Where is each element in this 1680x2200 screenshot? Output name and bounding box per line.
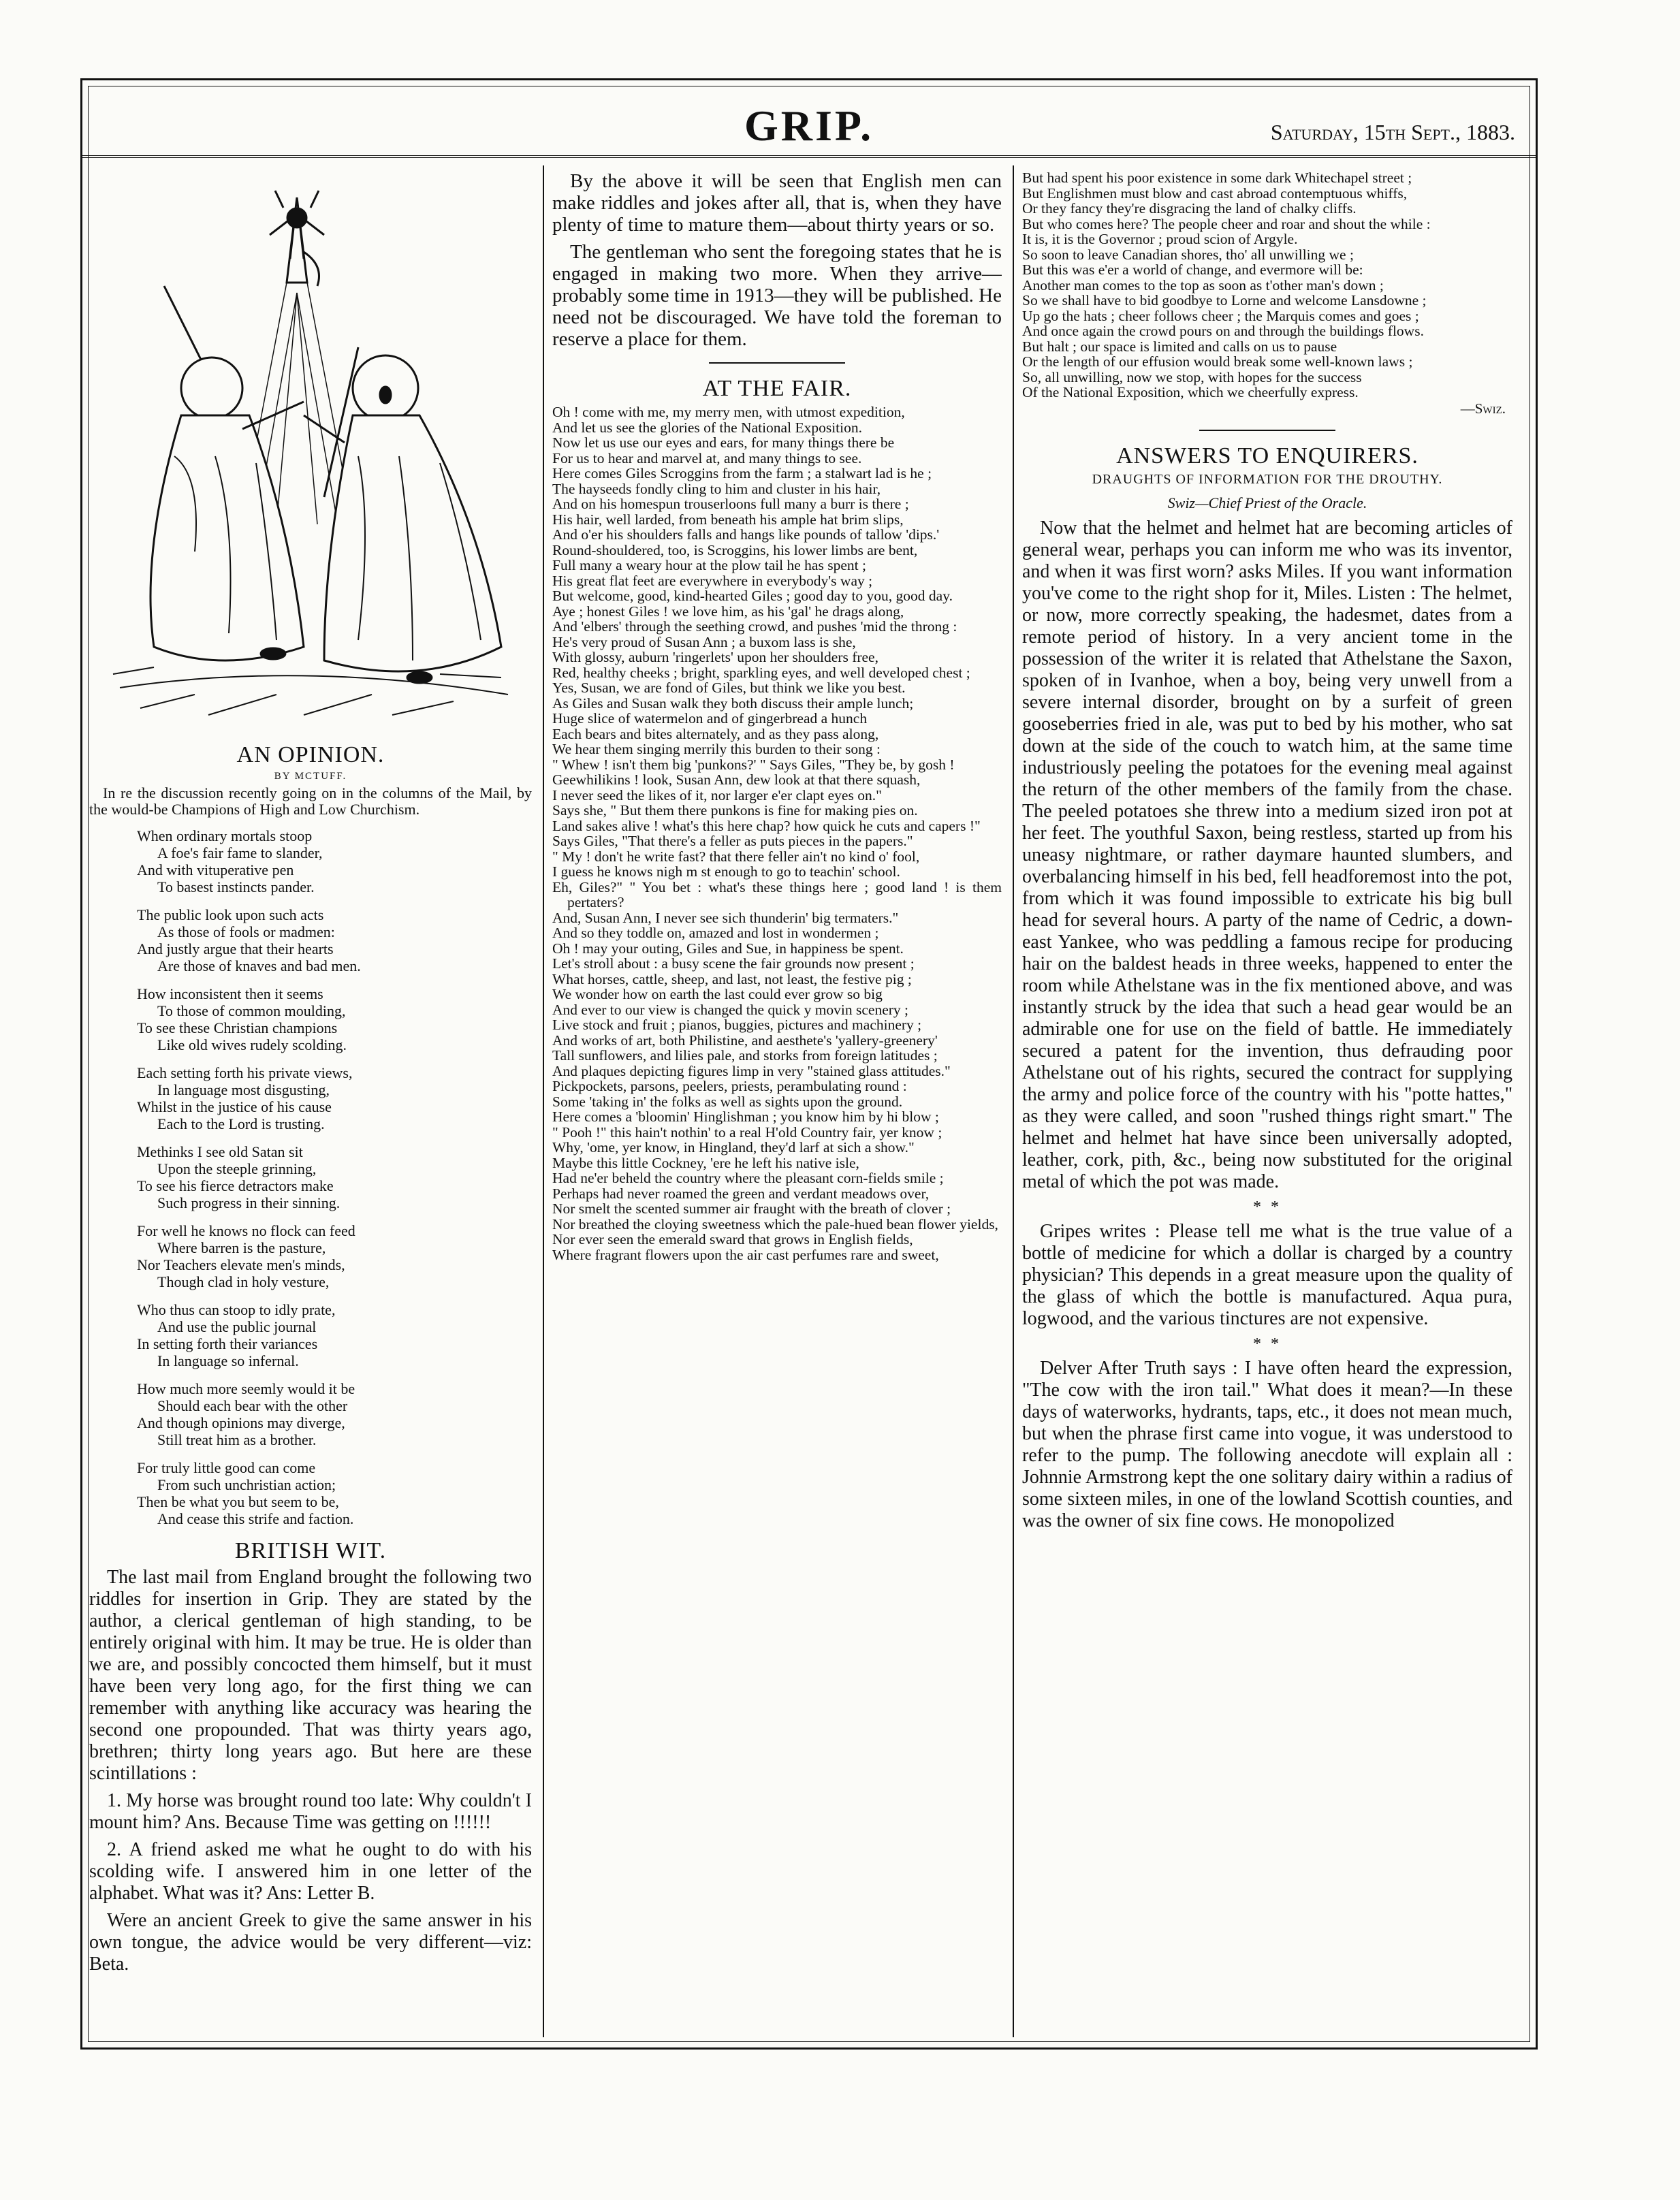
section-divider-2 [1199,430,1335,431]
poem-line: Though clad in holy vesture, [157,1273,330,1290]
poem-stanza [137,906,532,974]
poem-line: In language so infernal. [157,1352,299,1369]
poem-line: How inconsistent then it seems [137,985,323,1002]
verse-line: Perhaps had never roamed the green and verdant meadows over, [552,1185,930,1202]
verse-line: Says Giles, "That there's a feller as puts pieces in the papers." [552,833,913,849]
verse-line: " Pooh !" this hain't nothin' to a real H'old Country fair, yer know ; [552,1123,942,1141]
masthead [82,80,1536,158]
verse-line: Oh ! come with me, my merry men, with utmost expedition, [552,404,905,420]
verse-line: And 'elbers' through the seething crowd, and pushes 'mid the throng : [552,618,957,635]
verse-line: His hair, well larded, from beneath his ample hat brim slips, [552,511,904,528]
verse-line: Nor smelt the scented summer air fraught with the breath of clover ; [552,1200,951,1217]
poem-stanza [137,1301,532,1369]
verse-line: I never seed the likes of it, nor larger e'er clapt eyes on." [552,786,882,803]
poem-line: As those of fools or madmen: [157,923,335,940]
verse-line: And, Susan Ann, I never see sich thunderin' big termaters." [552,909,899,926]
verse-line: The hayseeds fondly cling to him and cluster in his hair, [552,480,881,497]
poem-line: And justly argue that their hearts [137,940,334,957]
poem-line: Where barren is the pasture, [157,1239,326,1256]
poem-line: For well he knows no flock can feed [137,1222,355,1239]
poem-stanza [137,1380,532,1448]
riddle-commentary-2: The gentleman who sent the foregoing states that he is engaged in making two more. When they arrive—probably some time in 1913—they will be published. He need not be discouraged. We have told the foreman to reserve a place for them. [552,241,1002,350]
verse-line: Nor breathed the cloying sweetness which the pale-hued bean flower yields, [552,1215,998,1232]
poem-title: AN OPINION. [236,742,385,767]
poem-line: Are those of knaves and bad men. [157,957,361,974]
poem-line: Each setting forth his private views, [137,1064,353,1081]
column-1 [89,170,532,2034]
fair-poem-title: AT THE FAIR. [702,376,852,401]
verse-line: Up go the hats ; cheer follows cheer ; the Marquis comes and goes ; [1022,307,1419,324]
verse-line: Each bears and bites alternately, and as they pass along, [552,725,879,742]
column-rule-2 [1013,165,1014,2037]
verse-line: " My ! don't he write fast? that there feller ain't no kind o' fool, [552,848,920,865]
verse-line: He's very proud of Susan Ann ; a buxom lass is she, [552,633,856,650]
verse-line: Full many a weary hour at the plow tail he has spent ; [552,557,866,573]
verse-line: Red, healthy cheeks ; bright, sparkling eyes, and well developed chest ; [552,664,970,681]
answers-title: ANSWERS TO ENQUIRERS. [1116,443,1419,468]
poem-line: A foe's fair fame to slander, [157,844,323,861]
poem-stanza [137,1459,532,1527]
british-wit-closing: Were an ancient Greek to give the same answer in his own tongue, the advice would be very different—viz: Beta. [89,1910,532,1975]
verse-line: It is, it is the Governor ; proud scion of Argyle. [1022,231,1298,247]
poem-line: To see his fierce detractors make [137,1177,334,1194]
poem-stanza [137,1222,532,1290]
column-rule-1 [543,165,544,2037]
poem-line: Then be what you but seem to be, [137,1493,339,1510]
verse-line: So, all unwilling, now we stop, with hopes for the success [1022,368,1362,385]
verse-line: Of the National Exposition, which we cheerfully express. [1022,384,1359,400]
poem-line: And use the public journal [157,1318,317,1335]
poem-line: In language most disgusting, [157,1081,330,1098]
verse-line: But halt ; our space is limited and calls on us to pause [1022,338,1337,355]
poem-stanzas [89,827,532,1527]
poem-stanza [137,1064,532,1132]
verse-line: And on his homespun trouserloons full many a burr is there ; [552,496,909,512]
poem-line: For truly little good can come [137,1459,316,1476]
verse-line: Another man comes to the top as soon as t'other man's down ; [1022,276,1384,293]
verse-line: Some 'taking in' the folks as well as sights upon the ground. [552,1093,903,1110]
verse-line: Land sakes alive ! what's this here chap? how quick he cuts and capers !" [552,817,981,834]
answer-gripes: Gripes writes : Please tell me what is the true value of a bottle of medicine for which a dollar is charged by a country physician? This depends in a great measure upon the quality of the glass of which the bottle is manufactured. Aqua pura, logwood, and the various tinctures are not expensive. [1022,1220,1512,1329]
poem-line: The public look upon such acts [137,906,324,923]
verse-line: Pickpockets, parsons, peelers, priests, perambulating round : [552,1078,907,1094]
issue-date: Saturday, 15th Sept., 1883. [1270,120,1515,144]
poem-line: Who thus can stoop to idly prate, [137,1301,336,1318]
verse-line: And works of art, both Philistine, and aesthete's 'yallery-greenery' [552,1032,938,1049]
verse-line: And let us see the glories of the National Exposition. [552,419,862,436]
verse-line: Here comes Giles Scroggins from the farm ; a stalwart lad is he ; [552,465,932,481]
verse-line: And o'er his shoulders falls and hangs like pounds of tallow 'dips.' [552,526,940,543]
verse-line: Eh, Giles?" " You bet : what's these things here ; good land ! is them pertaters? [552,878,1002,910]
poem-line: In setting forth their variances [137,1335,318,1352]
verse-line: With glossy, auburn 'ringerlets' upon her shoulders free, [552,649,878,665]
poem-line: Upon the steeple grinning, [157,1160,317,1177]
poem-line: To those of common moulding, [157,1002,346,1019]
poem-signature: —Swiz. [1460,400,1506,417]
poem-stanza [137,1143,532,1211]
verse-line: Nor ever seen the emerald sward that grows in English fields, [552,1231,913,1247]
riddle-2: 2. A friend asked me what he ought to do with his scolding wife. I answered him in one letter of the alphabet. What was it? Ans: Letter B. [89,1839,532,1904]
poem-line: And though opinions may diverge, [137,1414,345,1431]
verse-line: And plaques depicting figures limp in very "stained glass attitudes." [552,1062,951,1079]
verse-line: Here comes a 'bloomin' Hinglishman ; you know him by hi blow ; [552,1109,939,1125]
verse-line: We hear them singing merrily this burden to their song : [552,741,881,757]
poem-stanza [137,985,532,1053]
verse-line: But welcome, good, kind-hearted Giles ; good day to you, good day. [552,588,953,604]
verse-line: Tall sunflowers, and lilies pale, and storks from foreign latitudes ; [552,1047,938,1064]
verse-line: And ever to our view is changed the quick y movin scenery ; [552,1001,909,1018]
verse-line: Maybe this little Cockney, 'ere he left his native isle, [552,1154,859,1171]
verse-line: We wonder how on earth the last could ever grow so big [552,986,883,1002]
verse-line: Live stock and fruit ; pianos, buggies, pictures and machinery ; [552,1017,922,1033]
verse-line: Oh ! may your outing, Giles and Sue, in happiness be spent. [552,940,904,957]
verse-line: His great flat feet are everywhere in everybody's way ; [552,572,873,589]
verse-line: So we shall have to bid goodbye to Lorne and welcome Lansdowne ; [1022,292,1427,308]
poem-line: Nor Teachers elevate men's minds, [137,1256,345,1273]
section-divider [709,362,845,364]
verse-line: Where fragrant flowers upon the air cast perfumes rare and sweet, [552,1246,939,1263]
fair-poem-lines [552,404,1002,1262]
poem-line: Still treat him as a brother. [157,1431,317,1448]
verse-line: So soon to leave Canadian shores, tho' all unwilling we ; [1022,246,1354,263]
verse-line: Let's stroll about : a busy scene the fair grounds now present ; [552,955,915,972]
poem-line: Whilst in the justice of his cause [137,1098,332,1115]
asterism-2: * * [1253,1335,1282,1353]
answer-delver: Delver After Truth says : I have often heard the expression, "The cow with the iron tail." What does it mean?—In these days of waterworks, hydrants, taps, etc., it does not mean much, but when the phrase first came into vogue, it was understood to refer to the pump. The following anecdote will explain all : Johnnie Armstrong kept the one solitary dairy within a radius of some sixteen miles, in one of the lowland Scottish counties, and was the owner of six fine cows. He monopolized [1022,1357,1512,1531]
poem-line: How much more seemly would it be [137,1380,355,1397]
answer-helmet: Now that the helmet and helmet hat are becoming articles of general wear, perhaps you can inform me who was its inventor, and when it was first worn? asks Miles. If you want information you've come to the right shop for it, Miles. Listen : The helmet, or now, more correctly speaking, the hadesmet, dates from a remote period of history. In a very ancient tome in the possession of the writer it is related that Athelstane the Saxon, spoken of in Ivanhoe, when a boy, being very unwell from a severe internal disorder, brought on by a surfeit of green gooseberries fried in ale, was put to bed by his mother, who sat down at the side of the couch to watch him, at the same time industriously peeling the potatoes for the evening meal against the return of the other members of the family from the chase. The peeled potatoes she threw into a medium sized iron pot at her feet. The youthful Saxon, being restless, started up from his uneasy nightmare, or rather daymare haunted slumbers, and overbalancing himself in his bed, fell headforemost into the pot, from which it was found impossible to extricate his big bull head for several hours. A party of the name of Cedric, a down-east Yankee, who was peddling a famous recipe for producing hair on the baldest heads in three weeks, happened to enter the room while Athelstane was in the fix mentioned above, and was instantly struck by the idea that such a head gear would be an admirable one for use on the field of battle. He immediately secured a patent for the invention, thus defrauding poor Athelstane out of his rights, secured the contract for supplying the army and police force of the country with his "potte hattes," as they were called, and soon "rushed things right smart." The helmet and helmet hat have since been universally adopted, leather, cork, pith, &c., being now substituted for the original metal of which the pot was made. [1022,517,1512,1192]
riddle-commentary-1: By the above it will be seen that English men can make riddles and jokes after all, that is, when they have plenty of time to mature them—about thirty years or so. [552,170,1002,236]
verse-line: Or the length of our effusion would break some well-known laws ; [1022,353,1413,370]
british-wit-title: BRITISH WIT. [234,1538,387,1563]
poem-byline: BY MCTUFF. [274,771,347,782]
verse-line: And once again the crowd pours on and through the buildings flows. [1022,323,1424,339]
poem-line: And with vituperative pen [137,861,294,878]
verse-line: Aye ; honest Giles ! we love him, as his 'gal' he drags along, [552,603,904,620]
poem-line: To see these Christian champions [137,1019,338,1036]
verse-line: For us to hear and marvel at, and many things to see. [552,449,862,466]
verse-line: Round-shouldered, too, is Scroggins, his lower limbs are bent, [552,541,918,558]
page-frame [80,78,1538,2050]
verse-line: But Englishmen must blow and cast abroad contemptuous whiffs, [1022,185,1408,202]
poem-line: Like old wives rudely scolding. [157,1036,347,1053]
verse-line: I guess he knows nigh m st enough to go to teachin' school. [552,863,900,880]
poem-line: Such progress in their sinning. [157,1194,340,1211]
poem-line: Methinks I see old Satan sit [137,1143,303,1160]
poem-line: Should each bear with the other [157,1397,348,1414]
answers-subheading: DRAUGHTS OF INFORMATION FOR THE DROUTHY. [1092,471,1443,487]
poem-line: Each to the Lord is trusting. [157,1115,325,1132]
verse-line: But who comes here? The people cheer and roar and shout the while : [1022,215,1431,232]
verse-line: What horses, cattle, sheep, and last, not least, the festive pig ; [552,970,912,987]
poem-line: To basest instincts pander. [157,878,315,895]
british-wit-paragraph-1: The last mail from England brought the following two riddles for insertion in Grip. They are stated by the author, a clerical gentleman of high standing, to be entirely original with him. It may be true. He is older than we are, and possibly concocted them himself, but it must have been very long ago, for the first thing we can remember with anything like accuracy was hearing the second one propounded. That was thirty years ago, brethren; thirty long years ago. But here are these scintillations : [89,1567,532,1784]
verse-line: Yes, Susan, we are fond of Giles, but think we like you best. [552,680,906,696]
verse-line: Had ne'er beheld the country where the pleasant corn-fields smile ; [552,1170,944,1186]
verse-line: As Giles and Susan walk they both discuss their ample lunch; [552,695,914,712]
verse-line: Now let us use our eyes and ears, for many things there be [552,434,895,451]
fair-poem-continued [1022,170,1512,400]
verse-line: But had spent his poor existence in some dark Whitechapel street ; [1022,170,1412,186]
verse-line: Or they fancy they're disgracing the land of chalky cliffs. [1022,200,1357,217]
riddle-1: 1. My horse was brought round too late: Why couldn't I mount him? Ans. Because Time was getting on !!!!!! [89,1790,532,1833]
verse-line: But this was e'er a world of change, and evermore will be: [1022,261,1363,278]
verse-line: " Whew ! isn't them big 'punkons?' " Says Giles, "They be, by gosh ! [552,756,955,773]
poem-line: From such unchristian action; [157,1476,336,1493]
verse-line: Geewhilikins ! look, Susan Ann, dew look at that there squash, [552,771,921,788]
poem-line: And cease this strife and faction. [157,1510,354,1527]
verse-line: Why, 'ome, yer know, in Hingland, they'd larf at sich a show." [552,1139,915,1155]
verse-line: And so they toddle on, amazed and lost in wondermen ; [552,925,879,941]
asterism-1: * * [1253,1198,1282,1216]
poem-intro: In re the discussion recently going on in the columns of the Mail, by the would-be Champions of High and Low Churchism. [89,784,532,818]
poem-stanza [137,827,532,895]
verse-line: Says she, " But them there punkons is fine for making pies on. [552,802,918,818]
verse-line: Huge slice of watermelon and of gingerbread a hunch [552,710,868,727]
column-2 [552,170,1002,2034]
newspaper-title: GRIP. [744,101,874,150]
answers-byline: Swiz—Chief Priest of the Oracle. [1167,494,1367,511]
poem-line: When ordinary mortals stoop [137,827,313,844]
column-3 [1022,170,1512,2034]
cartoon-illustration [99,170,522,735]
